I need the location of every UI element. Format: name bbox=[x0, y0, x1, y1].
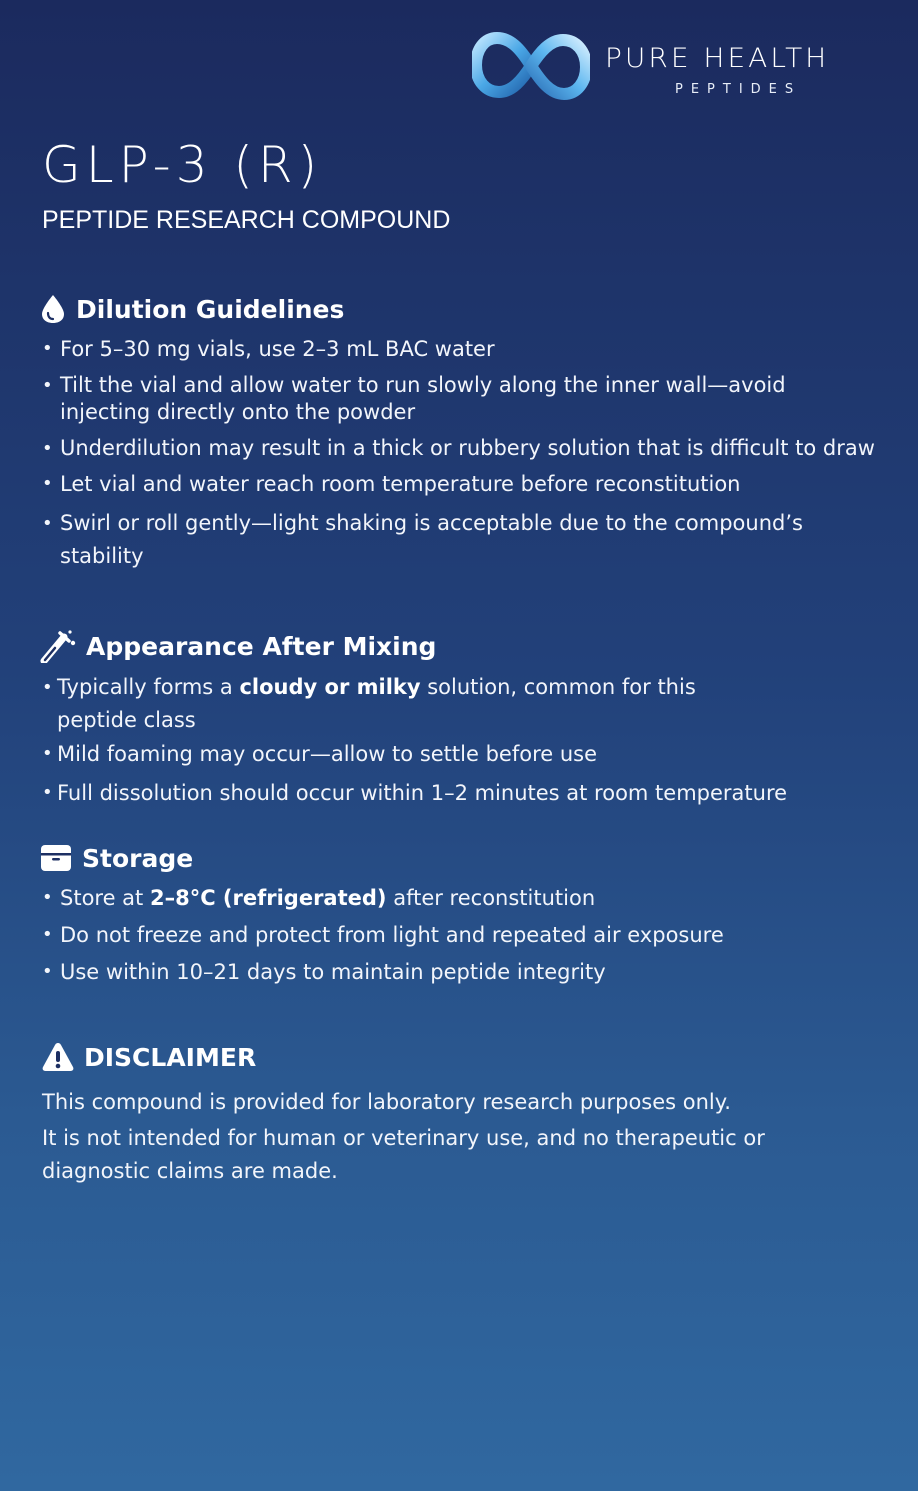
appearance-list bbox=[40, 671, 880, 808]
list-item bbox=[40, 883, 880, 913]
disclaimer-line-2: It is not intended for human or veterinary use, and no therapeutic or diagnostic claims are made. bbox=[42, 1126, 765, 1183]
appearance-heading-label: Appearance After Mixing bbox=[86, 631, 437, 661]
dilution-list bbox=[40, 334, 880, 573]
brand-logo bbox=[472, 30, 882, 102]
storage-item-text: Store at bbox=[60, 886, 150, 910]
brand-subtitle: PEPTIDES bbox=[675, 82, 802, 97]
list-item: • Do not freeze and protect from light and repeated air exposure bbox=[40, 920, 880, 950]
dilution-section bbox=[40, 292, 880, 573]
disclaimer-text bbox=[42, 1086, 832, 1188]
disclaimer-heading bbox=[42, 1040, 882, 1074]
storage-item-text: after reconstitution bbox=[386, 886, 596, 910]
appearance-section bbox=[40, 629, 880, 808]
list-item: • Underdilution may result in a thick or rubbery solution that is difficult to draw bbox=[40, 432, 880, 465]
appearance-item-text: Typically forms a bbox=[57, 675, 240, 699]
drop-icon bbox=[40, 294, 66, 324]
disclaimer-line-1: This compound is provided for laboratory research purposes only. bbox=[42, 1090, 731, 1114]
list-item: • Swirl or roll gently—light shaking is acceptable due to the compound’s stability bbox=[40, 507, 880, 573]
storage-heading-label: Storage bbox=[82, 843, 194, 873]
storage-item-bold: 2–8°C (refrigerated) bbox=[149, 886, 387, 910]
disclaimer-section bbox=[42, 1040, 882, 1188]
list-item: • Let vial and water reach room temperature before reconstitution bbox=[40, 469, 880, 499]
list-item: • Tilt the vial and allow water to run slowly along the inner wall—avoid injecting directly onto the powder bbox=[40, 372, 880, 426]
brand-name: PURE HEALTH bbox=[605, 42, 830, 74]
list-item: • Use within 10–21 days to maintain peptide integrity bbox=[40, 957, 880, 987]
infinity-logo-icon bbox=[472, 30, 590, 102]
list-item: • Mild foaming may occur—allow to settle before use bbox=[40, 739, 880, 769]
storage-section bbox=[40, 841, 880, 987]
dilution-heading-label: Dilution Guidelines bbox=[76, 294, 345, 324]
warning-icon bbox=[42, 1042, 74, 1072]
appearance-heading bbox=[40, 629, 880, 663]
list-item bbox=[40, 671, 880, 737]
product-title: GLP-3 (R) bbox=[42, 136, 323, 194]
list-item: • For 5–30 mg vials, use 2–3 mL BAC water bbox=[40, 334, 880, 364]
test-tube-icon bbox=[40, 629, 76, 663]
appearance-item-text: solution, common for this peptide class bbox=[57, 675, 696, 732]
storage-heading bbox=[40, 841, 880, 875]
storage-box-icon bbox=[40, 844, 72, 872]
product-subtitle: PEPTIDE RESEARCH COMPOUND bbox=[42, 206, 451, 234]
disclaimer-heading-label: DISCLAIMER bbox=[84, 1042, 257, 1072]
dilution-heading bbox=[40, 292, 880, 326]
appearance-item-bold: cloudy or milky bbox=[239, 675, 421, 699]
list-item: • Full dissolution should occur within 1–2 minutes at room temperature bbox=[40, 778, 880, 808]
storage-list bbox=[40, 883, 880, 987]
